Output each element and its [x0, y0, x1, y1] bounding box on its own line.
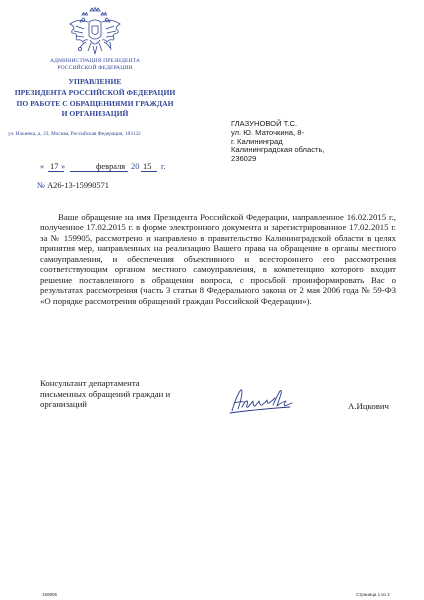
date-year-underline [141, 171, 157, 172]
recipient-line: ул. Ю. Маточкина, 8- [231, 127, 304, 137]
signer-name: А.Ицкович [348, 401, 389, 411]
number-sign: № [37, 181, 45, 190]
department-line: УПРАВЛЕНИЕ [68, 77, 122, 86]
letter-date [40, 162, 200, 174]
signer-title-line: письменных обращений граждан и [40, 388, 171, 399]
agency-address: ул. Ильинка, д. 23, Москва, Российская Федерация, 103132 [8, 131, 141, 137]
recipient-line: 236029 [231, 154, 257, 164]
date-year-abbrev: г. [161, 162, 166, 171]
admin-line: РОССИЙСКОЙ ФЕДЕРАЦИИ [57, 65, 133, 72]
letter-number [37, 181, 109, 190]
department-line: И ОРГАНИЗАЦИЙ [61, 109, 129, 119]
signer-title [40, 378, 210, 410]
date-day-underline [48, 171, 64, 172]
recipient-line: ГЛАЗУНОВОЙ Т.С. [231, 119, 298, 128]
recipient-line: г. Калининград [231, 136, 283, 146]
footer-registration-number: 159905 [42, 592, 58, 597]
department-heading [8, 77, 182, 120]
body-paragraph: Ваше обращение на имя Президента Российской Федерации, направленное 16.02.2015 г., полученное 17.02.2015 г. в форме электронного документа и зарегистрированное 17.02.2015 г. за № 159905, рассмотрено и направлено в правительство Калининградской области в целях принятия мер, направленных на реализацию Вашего права на обращение в органы местного самоуправления, и обеспечения объективного и всестороннего его рассмотрения соответствующим органом местного самоуправления, в компетенцию которого входит решение поставленного в обращении вопроса, с просьбой проинформировать Вас о результатах рассмотрения (часть 3 статьи 8 Федерального закона от 2 мая 2006 года № 59-ФЗ «О порядке рассмотрения обращений граждан Российской Федерации»). [40, 212, 396, 306]
date-close-quote: » [61, 162, 66, 171]
administration-heading [20, 58, 170, 73]
number-value: А26-13-15990571 [47, 181, 109, 190]
admin-line: АДМИНИСТРАЦИЯ ПРЕЗИДЕНТА [49, 58, 141, 64]
date-year-suffix: 15 [143, 162, 152, 171]
date-month-underline [70, 171, 128, 172]
department-line: ПО РАБОТЕ С ОБРАЩЕНИЯМИ ГРАЖДАН [16, 98, 174, 108]
date-day: 17 [50, 162, 59, 171]
date-year-prefix: 20 [131, 162, 140, 171]
recipient-line: Калининградская область, [231, 145, 325, 155]
letter-body [40, 212, 396, 306]
signer-title-line: организаций [40, 399, 87, 410]
signer-title-line: Консультант департамента [40, 378, 140, 388]
russian-coat-of-arms-icon [68, 6, 122, 58]
department-line: ПРЕЗИДЕНТА РОССИЙСКОЙ ФЕДЕРАЦИИ [14, 87, 176, 97]
footer-page-counter: Страница 1 из 2 [356, 592, 390, 597]
date-open-quote: « [40, 162, 45, 171]
handwritten-signature-icon [228, 385, 296, 419]
date-month: февраля [96, 162, 126, 171]
recipient-block [231, 120, 325, 164]
